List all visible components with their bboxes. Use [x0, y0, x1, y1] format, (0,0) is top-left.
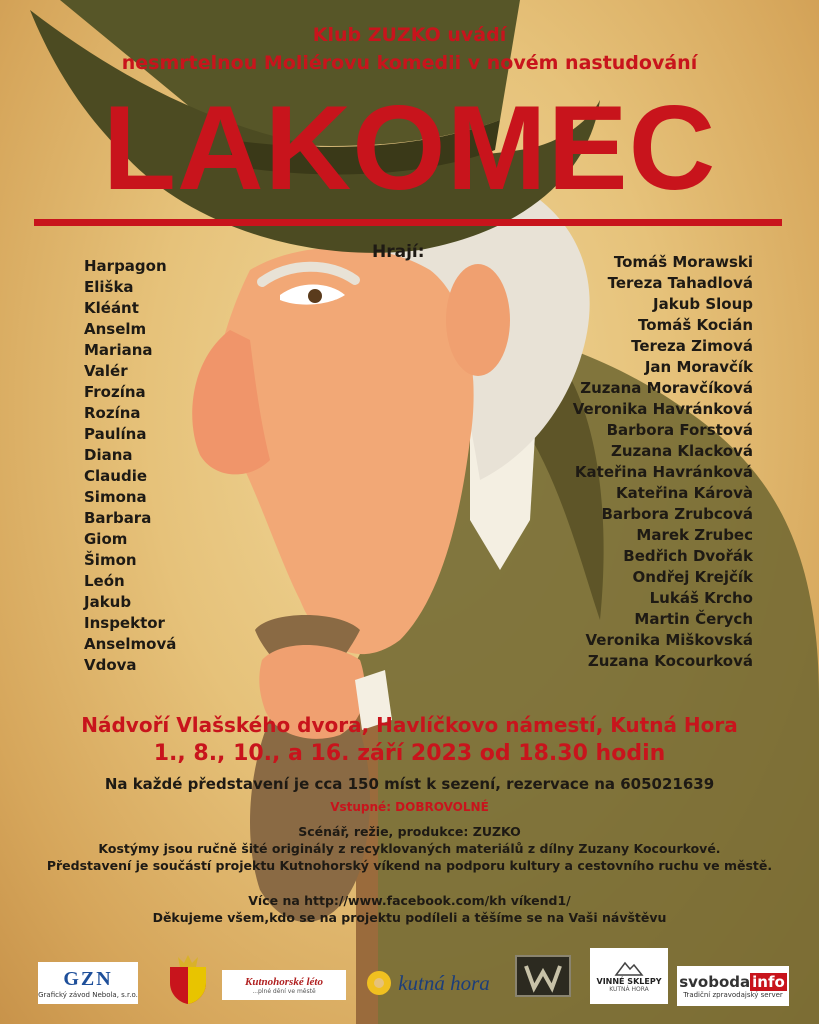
cast-role: Kléánt — [84, 299, 139, 317]
cast-actor: Zuzana Kocourková — [587, 652, 753, 670]
dates-text: 1., 8., 10., a 16. září 2023 od 18.30 hodin — [153, 741, 666, 766]
cast-actor: Jakub Sloup — [653, 295, 753, 313]
eye-pupil — [308, 289, 322, 303]
cast-role: Mariana — [84, 341, 153, 359]
actor-list — [493, 252, 753, 672]
svoboda-logo-tld: info — [752, 973, 785, 991]
title-underline — [34, 219, 782, 226]
cast-actor: Bedřich Dvořák — [623, 547, 753, 565]
cast-actor: Marek Zrubec — [636, 526, 753, 544]
cast-actor: Veronika Havránková — [572, 400, 753, 418]
cast-actor: Martin Čerych — [634, 610, 753, 628]
cast-role: León — [84, 572, 125, 590]
credits-text: Scénář, režie, produkce: ZUZKO — [298, 824, 521, 839]
cast-role: Vdova — [84, 656, 137, 674]
cast-actor: Tomáš Morawski — [613, 253, 753, 271]
cast-actor: Tereza Tahadlová — [607, 274, 753, 292]
cast-actor: Jan Moravčík — [644, 358, 753, 376]
cast-role: Anselm — [84, 320, 147, 338]
w-emblem-logo-icon — [512, 950, 574, 1002]
cast-actor: Barbora Forstová — [606, 421, 753, 439]
cast-role: Eliška — [84, 278, 134, 296]
intro-line-1: Klub ZUZKO uvádí — [312, 24, 507, 46]
cast-actor: Veronika Miškovská — [585, 631, 753, 649]
cast-role: Valér — [84, 362, 128, 380]
intro-line-2: nesmrtelnou Moliérovu komedii v novém nastudování — [121, 52, 698, 74]
cast-role: Claudie — [84, 467, 148, 485]
cast-actor: Barbora Zrubcová — [601, 505, 753, 523]
cast-role: Jakub — [84, 593, 132, 611]
gzn-logo-mark: GZN — [63, 967, 113, 990]
svoboda-logo-mark — [679, 973, 787, 991]
crest-logo-icon — [164, 953, 212, 1005]
venue-text: Nádvoří Vlašského dvora, Havlíčkovo námestí, Kutná Hora — [81, 713, 738, 737]
kutna-hora-logo — [358, 962, 498, 1004]
leto-logo-mark: Kutnohorské léto — [245, 975, 323, 988]
cast-role: Rozína — [84, 404, 141, 422]
cast-role: Harpagon — [84, 257, 167, 275]
entry-text: Vstupné: DOBROVOLNÉ — [330, 800, 489, 814]
cast-role: Šimon — [84, 551, 137, 569]
cast-role: Diana — [84, 446, 133, 464]
cast-actor: Tomáš Kocián — [638, 316, 753, 334]
vinne-logo-mark: VINNÉ SKLEPY — [596, 977, 662, 986]
leto-logo-sub: ...plné dění ve městě — [252, 987, 316, 995]
kutna-hora-logo-mark: kutná hora — [398, 970, 490, 995]
play-title: LAKOMEC — [102, 81, 717, 215]
vinne-sklepy-logo — [590, 948, 668, 1004]
seats-text: Na každé představení je cca 150 míst k sezení, rezervace na 605021639 — [104, 775, 715, 793]
cast-actor: Tereza Zimová — [631, 337, 753, 355]
kutnohorske-leto-logo — [222, 970, 346, 1000]
svoboda-logo-sub: Tradiční zpravodajský server — [683, 991, 783, 999]
project-text: Představení je součástí projektu Kutnohorský víkend na podporu kultury a cestovního ruchu ve městě. — [46, 858, 773, 873]
cast-role: Inspektor — [84, 614, 165, 632]
cast-actor: Lukáš Krcho — [649, 589, 753, 607]
cast-actor: Ondřej Krejčík — [632, 568, 753, 586]
role-list — [84, 256, 244, 676]
gzn-logo — [38, 962, 138, 1004]
vinne-logo-sub: KUTNÁ HORA — [609, 986, 649, 993]
web-link-text[interactable]: Více na http://www.facebook.com/kh víkend1/ — [248, 893, 571, 908]
costumes-text: Kostýmy jsou ručně šité originály z recyklovaných materiálů z dílny Zuzany Kocourkové. — [98, 841, 721, 856]
cast-actor: Zuzana Moravčíková — [580, 379, 753, 397]
cast-actor: Zuzana Klacková — [611, 442, 753, 460]
cast-role: Simona — [84, 488, 147, 506]
cast-role: Giom — [84, 530, 128, 548]
svoboda-info-logo — [677, 966, 789, 1006]
gzn-logo-sub: Grafický závod Nebola, s.r.o. — [38, 990, 138, 999]
cast-heading: Hrají: — [372, 242, 425, 262]
cast-role: Frozína — [84, 383, 146, 401]
cast-actor: Kateřina Havránková — [574, 463, 753, 481]
cast-role: Barbara — [84, 509, 152, 527]
cast-role: Paulína — [84, 425, 147, 443]
cast-role: Anselmová — [84, 635, 177, 653]
mountain-icon — [614, 959, 644, 977]
kutna-hora-emblem-icon — [366, 970, 392, 996]
cast-actor: Kateřina Károvà — [616, 484, 753, 502]
thanks-text: Děkujeme všem,kdo se na projektu podíleli a těšíme se na Vaši návštěvu — [152, 910, 667, 925]
svoboda-logo-name: svoboda — [679, 973, 751, 991]
